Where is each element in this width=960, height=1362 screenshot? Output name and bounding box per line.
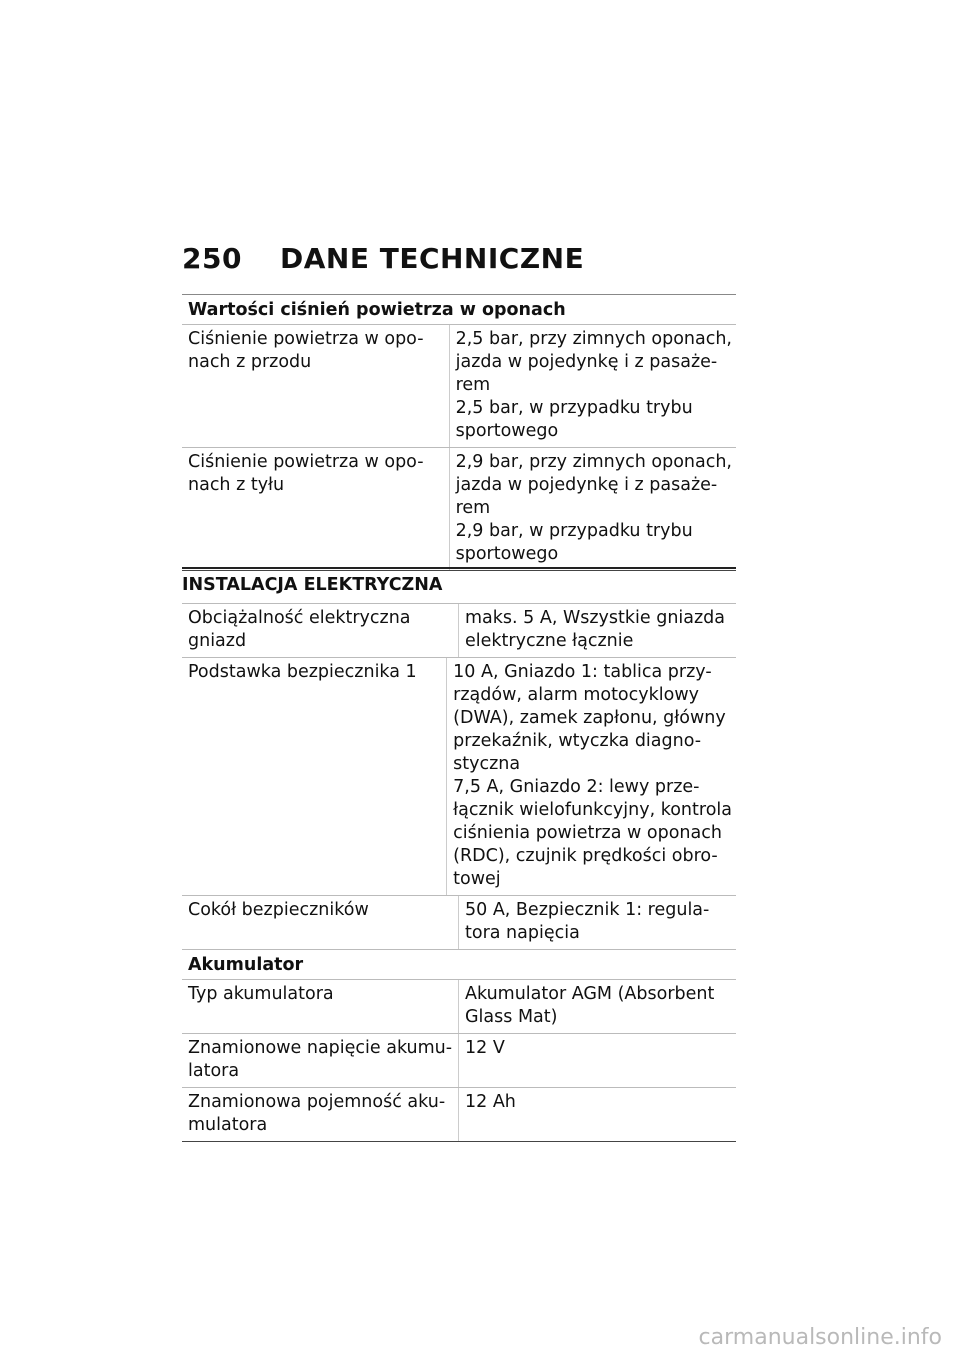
label-line: Ciśnienie powietrza w opo- [188, 452, 424, 472]
label-line: Obciążalność elektryczna [188, 608, 411, 628]
value-line: 12 V [465, 1038, 505, 1058]
row-label [182, 658, 446, 895]
label-line: Znamionowa pojemność aku- [188, 1092, 446, 1112]
row-value [458, 980, 736, 1033]
value-line: sportowego [455, 544, 559, 564]
table-row [182, 1033, 736, 1087]
value-line: przekaźnik, wtyczka diagno- [453, 731, 702, 751]
value-line: rem [455, 498, 491, 518]
value-line: jazda w pojedynkę i z pasaże- [455, 352, 718, 372]
row-label [182, 325, 449, 447]
value-line: rządów, alarm motocyklowy [453, 685, 699, 705]
watermark: carmanualsonline.info [698, 1325, 942, 1350]
row-label [182, 1034, 458, 1087]
value-line: styczna [453, 754, 521, 774]
value-line: (RDC), czujnik prędkości obro- [453, 846, 718, 866]
electrical-table [182, 567, 736, 1142]
row-value [458, 896, 736, 949]
battery-group-header [182, 949, 736, 979]
row-value [449, 325, 736, 447]
label-line: Cokół bezpieczników [188, 900, 369, 920]
label-line: latora [188, 1061, 240, 1081]
row-value [449, 448, 736, 570]
value-line: rem [455, 375, 491, 395]
table-row [182, 895, 736, 949]
value-line: 2,5 bar, w przypadku trybu [455, 398, 693, 418]
value-line: elektryczne łącznie [465, 631, 634, 651]
value-line: jazda w pojedynkę i z pasaże- [455, 475, 718, 495]
label-line: mulatora [188, 1115, 268, 1135]
value-line: 7,5 A, Gniazdo 2: lewy prze- [453, 777, 700, 797]
battery-title: Akumulator [188, 955, 304, 975]
value-line: (DWA), zamek zapłonu, główny [453, 708, 726, 728]
table-row [182, 324, 736, 447]
tire-pressure-table [182, 294, 736, 571]
chapter-title: DANE TECHNICZNE [280, 242, 585, 275]
table-row [182, 603, 736, 657]
row-value [458, 1088, 736, 1141]
value-line: maks. 5 A, Wszystkie gniazda [465, 608, 726, 628]
value-line: Akumulator AGM (Absorbent [465, 984, 715, 1004]
value-line: 50 A, Bezpiecznik 1: regula- [465, 900, 710, 920]
table-row [182, 1087, 736, 1142]
value-line: 2,5 bar, przy zimnych oponach, [455, 329, 732, 349]
label-line: Typ akumulatora [188, 984, 334, 1004]
table-row [182, 447, 736, 571]
row-value [446, 658, 736, 895]
value-line: 12 Ah [465, 1092, 516, 1112]
label-line: gniazd [188, 631, 247, 651]
value-line: łącznik wielofunkcyjny, kontrola [453, 800, 732, 820]
page-header [182, 242, 584, 275]
label-line: Znamionowe napięcie akumu- [188, 1038, 453, 1058]
row-label [182, 604, 458, 657]
row-value [458, 604, 736, 657]
value-line: Glass Mat) [465, 1007, 558, 1027]
value-line: sportowego [455, 421, 559, 441]
table-row [182, 979, 736, 1033]
value-line: 10 A, Gniazdo 1: tablica przy- [453, 662, 712, 682]
tire-pressure-title: Wartości ciśnień powietrza w oponach [188, 300, 566, 320]
page-number: 250 [182, 242, 242, 275]
value-line: 2,9 bar, w przypadku trybu [455, 521, 693, 541]
table-row [182, 657, 736, 895]
value-line: towej [453, 869, 501, 889]
label-line: Podstawka bezpiecznika 1 [188, 662, 417, 682]
value-line: ciśnienia powietrza w oponach [453, 823, 722, 843]
electrical-section-title: INSTALACJA ELEKTRYCZNA [182, 575, 443, 595]
label-line: nach z tyłu [188, 475, 285, 495]
label-line: nach z przodu [188, 352, 312, 372]
row-value [458, 1034, 736, 1087]
row-label [182, 896, 458, 949]
label-line: Ciśnienie powietrza w opo- [188, 329, 424, 349]
row-label [182, 980, 458, 1033]
value-line: 2,9 bar, przy zimnych oponach, [455, 452, 732, 472]
row-label [182, 448, 449, 570]
row-label [182, 1088, 458, 1141]
value-line: tora napięcia [465, 923, 580, 943]
